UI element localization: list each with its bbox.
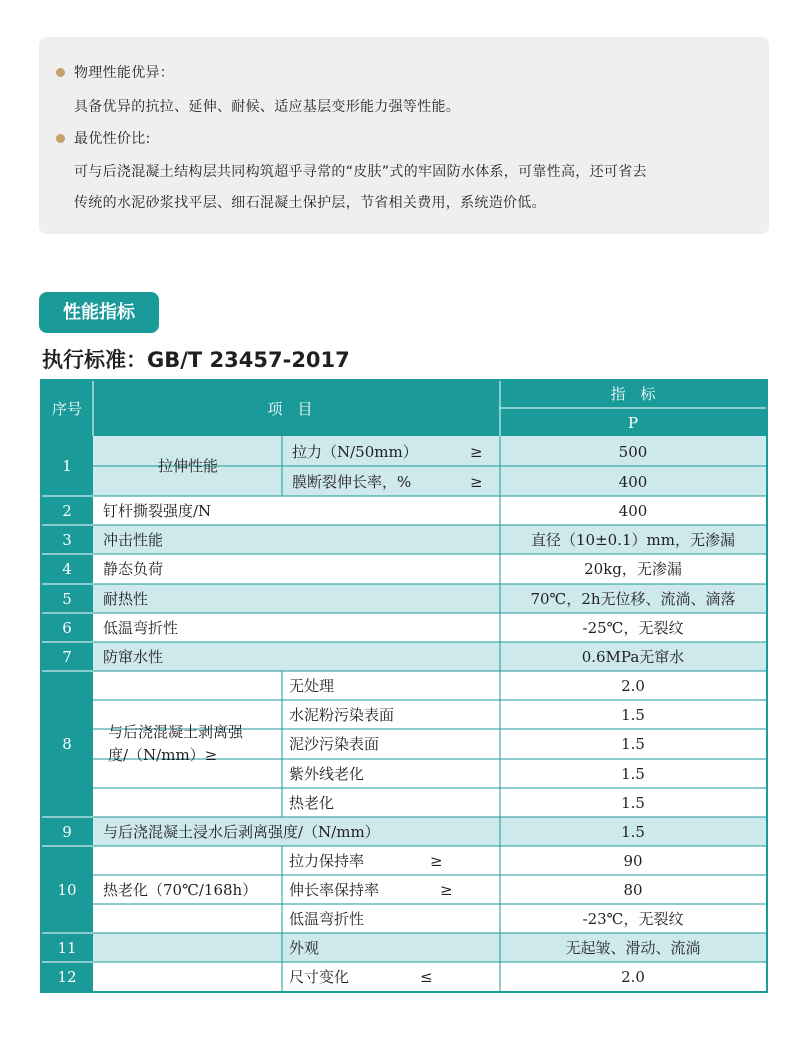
row-11-value: 无起皱、滑动、流淌 xyxy=(565,939,701,957)
seq-8: 8 xyxy=(62,735,72,753)
header-item: 项 目 xyxy=(267,400,313,418)
section-badge: 性能指标 xyxy=(39,292,159,333)
row-12-value: 2.0 xyxy=(621,968,645,986)
row-1a-label: 拉力（N/50mm） xyxy=(292,443,418,461)
row-1b-operator: ≥ xyxy=(470,473,483,491)
row-3-value: 直径（10±0.1）mm，无渗漏 xyxy=(531,531,735,549)
row-8a-value: 2.0 xyxy=(621,677,645,695)
row-1a-operator: ≥ xyxy=(470,443,483,461)
row-8-group-line-1: 与后浇混凝土剥离强 xyxy=(108,723,244,741)
intro-line-3: 传统的水泥砂浆找平层、细石混凝土保护层，节省相关费用，系统造价低。 xyxy=(74,195,546,211)
row-8b-label: 水泥粉污染表面 xyxy=(289,706,395,724)
header-seq: 序号 xyxy=(51,400,83,418)
row-10c-value: -23℃，无裂纹 xyxy=(582,910,684,928)
row-8e-label: 热老化 xyxy=(289,794,335,812)
row-6-label: 低温弯折性 xyxy=(103,619,179,637)
row-1-group: 拉伸性能 xyxy=(157,457,219,475)
row-8d-label: 紫外线老化 xyxy=(289,765,365,783)
row-8c-value: 1.5 xyxy=(621,735,645,753)
row-10b-operator: ≥ xyxy=(440,881,453,899)
row-10a-value: 90 xyxy=(623,852,643,870)
seq-7: 7 xyxy=(62,648,72,666)
header-index: 指 标 xyxy=(610,385,656,403)
row-11-label: 外观 xyxy=(289,939,320,957)
row-10a-operator: ≥ xyxy=(430,852,443,870)
row-8a-label: 无处理 xyxy=(289,677,335,695)
row-12-label: 尺寸变化 xyxy=(289,968,350,986)
seq-1: 1 xyxy=(62,457,72,475)
row-8e-value: 1.5 xyxy=(621,794,645,812)
standard-title: 执行标准：GB/T 23457-2017 xyxy=(42,348,350,372)
row-9-label: 与后浇混凝土浸水后剥离强度/（N/mm） xyxy=(103,823,380,841)
row-2-value: 400 xyxy=(618,502,648,520)
seq-11: 11 xyxy=(57,939,77,957)
row-8d-value: 1.5 xyxy=(621,765,645,783)
row-10b-label: 伸长率保持率 xyxy=(289,881,380,899)
seq-4: 4 xyxy=(62,560,72,578)
row-10a-label: 拉力保持率 xyxy=(289,852,365,870)
row-10b-value: 80 xyxy=(623,881,643,899)
seq-3: 3 xyxy=(62,531,72,549)
row-10c-label: 低温弯折性 xyxy=(289,910,365,928)
row-5-value: 70℃，2h无位移、流淌、滴落 xyxy=(530,590,736,608)
row-7-label: 防窜水性 xyxy=(103,648,164,666)
seq-12: 12 xyxy=(57,968,77,986)
row-8-group-line-2: 度/（N/mm）≥ xyxy=(108,746,218,764)
row-3-label: 冲击性能 xyxy=(103,531,164,549)
row-7-value: 0.6MPa无窜水 xyxy=(581,648,685,666)
row-9-value: 1.5 xyxy=(621,823,645,841)
row-1a-value: 500 xyxy=(618,443,648,461)
intro-title-2: 最优性价比: xyxy=(74,131,151,147)
row-4-label: 静态负荷 xyxy=(103,560,164,578)
seq-6: 6 xyxy=(62,619,72,637)
row-4-value: 20kg，无渗漏 xyxy=(584,560,682,578)
row-1b-label: 膜断裂伸长率，% xyxy=(292,473,412,491)
row-2-label: 钉杆撕裂强度/N xyxy=(103,502,212,520)
row-10-group: 热老化（70℃/168h） xyxy=(103,881,258,899)
row-12-operator: ≤ xyxy=(420,968,433,986)
row-8c-label: 泥沙污染表面 xyxy=(289,735,380,753)
seq-5: 5 xyxy=(62,590,72,608)
row-6-value: -25℃，无裂纹 xyxy=(582,619,684,637)
seq-9: 9 xyxy=(62,823,72,841)
header-grade: P xyxy=(627,414,639,432)
seq-2: 2 xyxy=(62,502,72,520)
row-1b-value: 400 xyxy=(618,473,648,491)
intro-title-1: 物理性能优异： xyxy=(74,65,175,81)
seq-10: 10 xyxy=(57,881,77,899)
intro-line-1: 具备优异的抗拉、延伸、耐候、适应基层变形能力强等性能。 xyxy=(74,99,461,115)
row-8b-value: 1.5 xyxy=(621,706,645,724)
intro-line-2: 可与后浇混凝土结构层共同构筑超乎寻常的“皮肤”式的牢固防水体系，可靠性高，还可省去 xyxy=(74,164,647,180)
row-5-label: 耐热性 xyxy=(103,590,149,608)
